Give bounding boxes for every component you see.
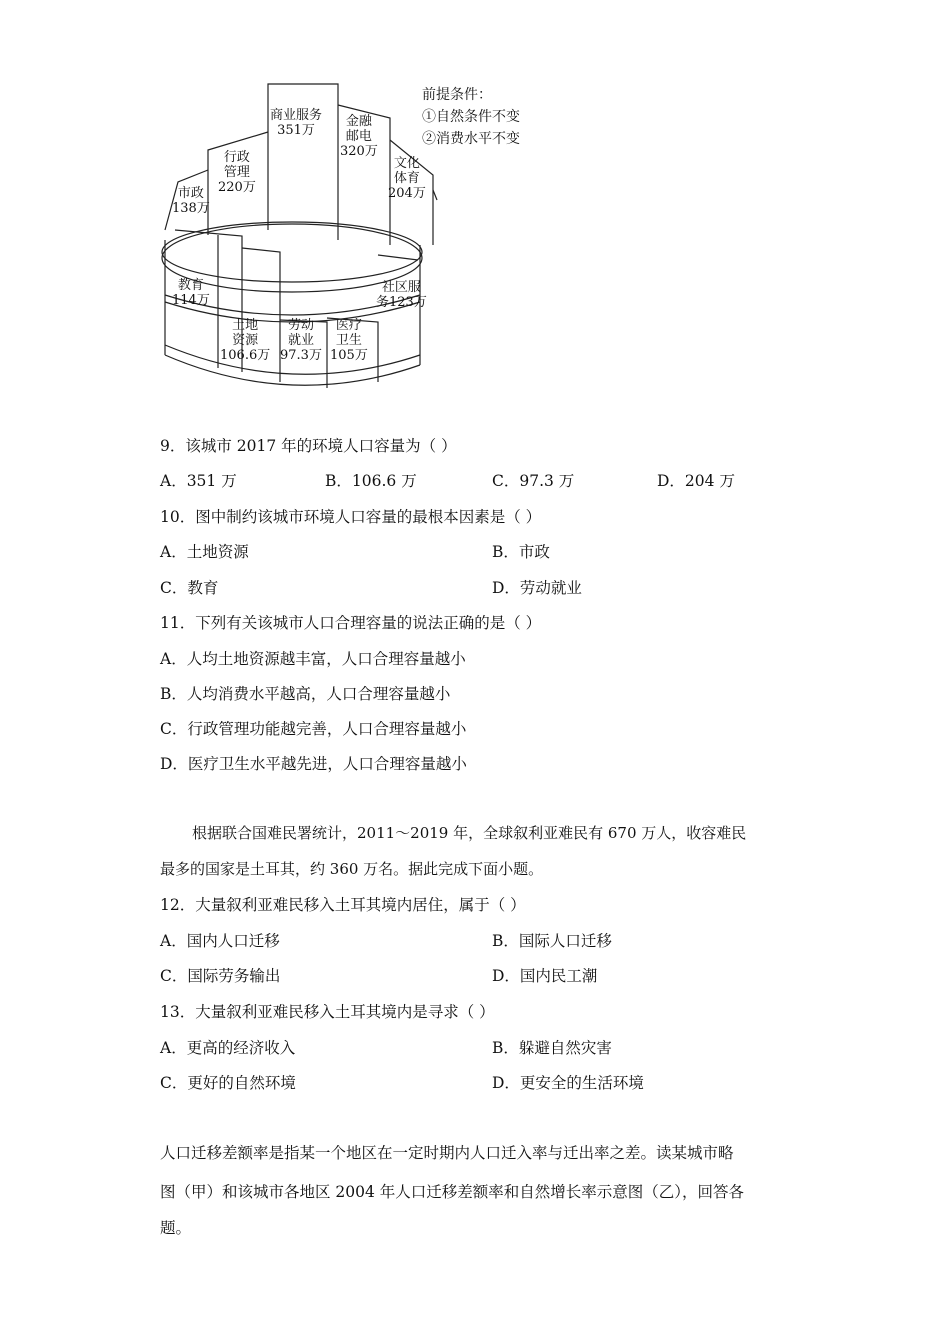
column-label-finance: 金融 邮电 320万 <box>340 114 378 159</box>
column-label-community: 社区服 务123万 <box>376 280 427 310</box>
passage2-line2: 最多的国家是土耳其，约 360 万名。据此完成下面小题。 <box>160 860 544 878</box>
q9-stem: 9．该城市 2017 年的环境人口容量为（ ） <box>160 437 457 455</box>
passage3-line2: 图（甲）和该城市各地区 2004 年人口迁移差额率和自然增长率示意图（乙），回答各 <box>160 1183 745 1201</box>
q11-option-c[interactable]: C．行政管理功能越完善，人口合理容量越小 <box>160 720 467 738</box>
q12-option-d[interactable]: D．国内民工潮 <box>492 967 598 985</box>
passage2-line1: 根据联合国难民署统计，2011～2019 年，全球叙利亚难民有 670 万人，收容难民 <box>192 824 747 842</box>
q12-option-a[interactable]: A．国内人口迁移 <box>160 932 280 950</box>
premise-2: ②消费水平不变 <box>422 131 520 147</box>
barrel-diagram <box>150 70 550 400</box>
q13-option-c[interactable]: C．更好的自然环境 <box>160 1074 296 1092</box>
q9-option-c[interactable]: C．97.3 万 <box>492 472 575 490</box>
q11-option-d[interactable]: D．医疗卫生水平越先进，人口合理容量越小 <box>160 755 467 773</box>
q13-option-d[interactable]: D．更安全的生活环境 <box>492 1074 644 1092</box>
q11-stem: 11．下列有关该城市人口合理容量的说法正确的是（ ） <box>160 614 542 632</box>
q9-option-d[interactable]: D．204 万 <box>657 472 735 490</box>
q10-stem: 10．图中制约该城市环境人口容量的最根本因素是（ ） <box>160 508 542 526</box>
q10-option-d[interactable]: D．劳动就业 <box>492 579 582 597</box>
q9-option-b[interactable]: B．106.6 万 <box>325 472 417 490</box>
q10-option-b[interactable]: B．市政 <box>492 543 550 561</box>
column-label-education: 教育 114万 <box>172 278 210 308</box>
q9-option-a[interactable]: A．351 万 <box>160 472 237 490</box>
q13-option-b[interactable]: B．躲避自然灾害 <box>492 1039 612 1057</box>
premise-title: 前提条件： <box>422 87 492 103</box>
premise-box <box>422 84 520 150</box>
premise-1: ①自然条件不变 <box>422 109 520 125</box>
column-label-medical: 医疗 卫生 105万 <box>330 318 368 363</box>
column-label-land: 土地 资源 106.6万 <box>220 318 271 363</box>
column-label-culture: 文化 体育 204万 <box>388 156 426 201</box>
q12-stem: 12．大量叙利亚难民移入土耳其境内居住，属于（ ） <box>160 896 526 914</box>
q10-option-c[interactable]: C．教育 <box>160 579 219 597</box>
q10-option-a[interactable]: A．土地资源 <box>160 543 249 561</box>
column-label-admin: 行政 管理 220万 <box>218 150 256 195</box>
passage3-line3: 题。 <box>160 1219 192 1237</box>
q13-option-a[interactable]: A．更高的经济收入 <box>160 1039 296 1057</box>
q13-stem: 13．大量叙利亚难民移入土耳其境内是寻求（ ） <box>160 1003 495 1021</box>
passage3-line1: 人口迁移差额率是指某一个地区在一定时期内人口迁入率与迁出率之差。读某城市略 <box>160 1144 734 1162</box>
q11-option-a[interactable]: A．人均土地资源越丰富，人口合理容量越小 <box>160 650 466 668</box>
q12-option-c[interactable]: C．国际劳务输出 <box>160 967 281 985</box>
column-label-labor: 劳动 就业 97.3万 <box>280 318 322 363</box>
q12-option-b[interactable]: B．国际人口迁移 <box>492 932 612 950</box>
q11-option-b[interactable]: B．人均消费水平越高，人口合理容量越小 <box>160 685 451 703</box>
column-label-municipal: 市政 138万 <box>172 186 210 216</box>
column-label-commercial: 商业服务 351万 <box>270 108 323 138</box>
